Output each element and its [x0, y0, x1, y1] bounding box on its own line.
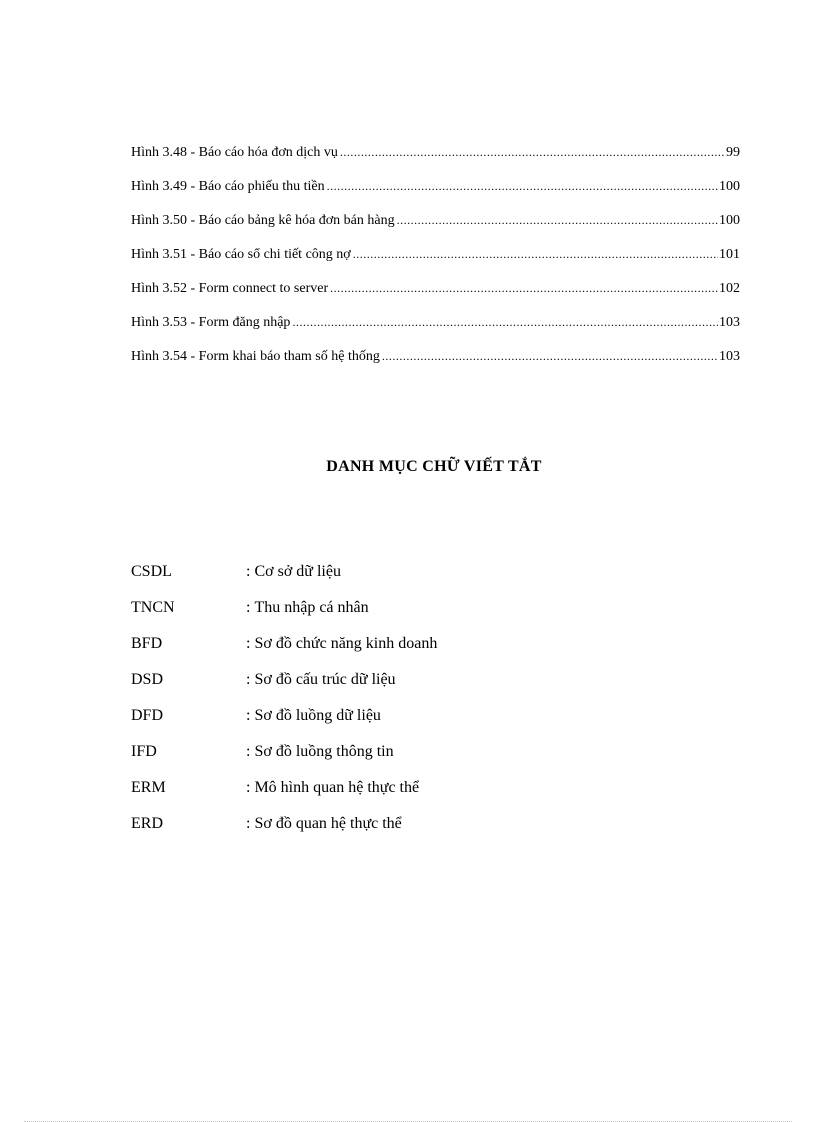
abbreviation-row — [131, 596, 631, 632]
abbreviation-list — [131, 560, 631, 848]
colon-separator: : — [246, 743, 251, 760]
abbreviation-meaning: Mô hình quan hệ thực thể — [254, 779, 420, 796]
dot-leader — [397, 210, 718, 230]
figure-list-item[interactable] — [131, 210, 740, 244]
figure-list-item[interactable] — [131, 346, 740, 380]
figure-title: Hình 3.50 - Báo cáo bảng kê hóa đơn bán hàng — [131, 213, 395, 228]
dot-leader — [292, 312, 718, 332]
abbreviation-meaning: Sơ đồ cấu trúc dữ liệu — [254, 671, 396, 688]
abbreviation-term: DSD — [131, 671, 164, 688]
colon-separator: : — [246, 779, 251, 796]
abbreviation-meaning: Sơ đồ quan hệ thực thể — [254, 815, 402, 832]
colon-separator: : — [246, 635, 251, 652]
dot-leader — [330, 278, 718, 298]
abbreviation-row — [131, 704, 631, 740]
figure-list-item[interactable] — [131, 278, 740, 312]
page-bottom-divider — [24, 1121, 792, 1122]
dot-leader — [327, 176, 718, 196]
abbreviation-meaning: Sơ đồ luồng thông tin — [254, 743, 394, 760]
abbreviation-meaning: Sơ đồ chức năng kinh doanh — [254, 635, 438, 652]
figure-title: Hình 3.53 - Form đăng nhập — [131, 315, 291, 330]
colon-separator: : — [246, 707, 251, 724]
dot-leader — [340, 142, 725, 162]
section-heading: DANH MỤC CHỮ VIẾT TẮT — [326, 458, 542, 475]
abbreviation-row — [131, 776, 631, 812]
colon-separator: : — [246, 815, 251, 832]
figure-title: Hình 3.52 - Form connect to server — [131, 281, 329, 296]
colon-separator: : — [246, 599, 251, 616]
page-number: 101 — [719, 247, 740, 262]
figure-title: Hình 3.54 - Form khai báo tham số hệ thống — [131, 349, 380, 364]
abbreviation-row — [131, 740, 631, 776]
abbreviation-term: ERD — [131, 815, 163, 832]
dot-leader — [353, 244, 718, 264]
abbreviation-term: DFD — [131, 707, 164, 724]
figure-list — [131, 142, 740, 380]
abbreviation-row — [131, 668, 631, 704]
page-number: 99 — [726, 145, 740, 160]
dot-leader — [382, 346, 718, 366]
abbreviation-term: ERM — [131, 779, 166, 796]
abbreviation-term: IFD — [131, 743, 157, 760]
page-number: 100 — [719, 213, 740, 228]
figure-list-item[interactable] — [131, 176, 740, 210]
figure-list-item[interactable] — [131, 312, 740, 346]
abbreviation-meaning: Cơ sở dữ liệu — [254, 563, 341, 580]
abbreviation-row — [131, 632, 631, 668]
abbreviation-row — [131, 560, 631, 596]
abbreviation-term: TNCN — [131, 599, 175, 616]
figure-title: Hình 3.48 - Báo cáo hóa đơn dịch vụ — [131, 145, 338, 160]
page-number: 103 — [719, 315, 740, 330]
colon-separator: : — [246, 563, 251, 580]
figure-list-item[interactable] — [131, 244, 740, 278]
abbreviation-meaning: Sơ đồ luồng dữ liệu — [254, 707, 381, 724]
abbreviation-term: BFD — [131, 635, 163, 652]
page-number: 100 — [719, 179, 740, 194]
page-number: 103 — [719, 349, 740, 364]
figure-title: Hình 3.49 - Báo cáo phiếu thu tiền — [131, 179, 325, 194]
figure-title: Hình 3.51 - Báo cáo sổ chi tiết công nợ — [131, 247, 351, 262]
abbreviation-term: CSDL — [131, 563, 172, 580]
colon-separator: : — [246, 671, 251, 688]
abbreviation-meaning: Thu nhập cá nhân — [254, 599, 369, 616]
figure-list-item[interactable] — [131, 142, 740, 176]
page-number: 102 — [719, 281, 740, 296]
abbreviation-row — [131, 812, 631, 848]
